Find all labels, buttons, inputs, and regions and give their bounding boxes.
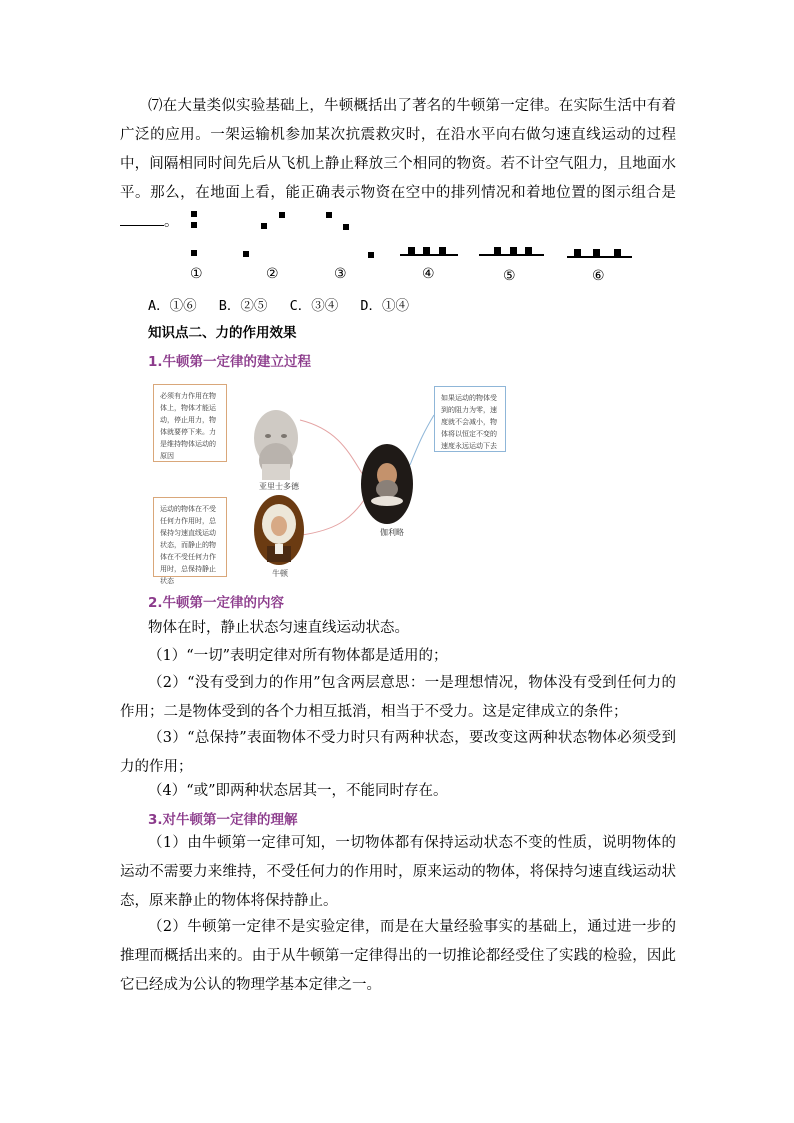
galileo-portrait-image xyxy=(360,443,414,525)
option-c[interactable]: C．③④ xyxy=(289,298,339,314)
question-text: ⑺在大量类似实验基础上，牛顿概括出了著名的牛顿第一定律。在实际生活中有着广泛的应用。一架运输机参加某次抗震救灾时，在沿水平向右做匀速直线运动的过程中，间隔相同时间先后从飞机上静止释放三个相同的物资。若不计空气阻力，且地面水平。那么，在地面上看，能正确表示物资在空中的排列情况和着地位置的图示组合是。 xyxy=(120,98,676,230)
aristotle-speech-bubble: 必须有力作用在物体上，物体才能运动，停止用力，物体就要停下来。力是维持物体运动的原因 xyxy=(153,384,227,462)
diagram-label-5: ⑤ xyxy=(503,268,516,284)
newton-name: 牛顿 xyxy=(272,569,288,578)
sub2-point-1: （1）“一切”表明定律对所有物体都是适用的； xyxy=(148,648,448,664)
galileo-speech-bubble: 如果运动的物体受到的阻力为零，速度就不会减小，物体将以恒定不变的速度永远运动下去 xyxy=(434,386,506,452)
newton-portrait-image xyxy=(253,494,305,566)
aristotle-bust-image xyxy=(244,402,308,480)
option-b[interactable]: B．②⑤ xyxy=(218,298,268,314)
sub2-point-3: （3）“总保持”表面物体不受力时只有两种状态，要改变这两种状态物体必须受到力的作用； xyxy=(120,730,676,775)
option-d[interactable]: D．①④ xyxy=(360,298,409,314)
diagram-label-1: ① xyxy=(190,266,203,282)
sub2-intro: 物体在时，静止状态匀速直线运动状态。 xyxy=(148,620,409,636)
galileo-name: 伽利略 xyxy=(380,528,404,537)
sub3-title: 3.对牛顿第一定律的理解 xyxy=(148,812,298,828)
sub1-title: 1.牛顿第一定律的建立过程 xyxy=(148,354,312,370)
diagram-label-3: ③ xyxy=(334,266,347,282)
newton-speech-bubble: 运动的物体在不受任何力作用时，总保持匀速直线运动状态，而静止的物体在不受任何力作用时，总保持静止状态 xyxy=(153,497,227,577)
sub2-title: 2.牛顿第一定律的内容 xyxy=(148,595,285,611)
sub3-point-2: （2）牛顿第一定律不是实验定律，而是在大量经验事实的基础上，通过进一步的推理而概括出来的。由于从牛顿第一定律得出的一切推论都经受住了实践的检验，因此它已经成为公认的物理学基本定律之一。 xyxy=(120,919,676,993)
diagram-label-2: ② xyxy=(266,266,279,282)
sub2-point-4: （4）“或”即两种状态居其一，不能同时存在。 xyxy=(148,783,448,799)
option-a[interactable]: A．①⑥ xyxy=(148,298,197,314)
diagram-label-4: ④ xyxy=(422,266,435,282)
diagram-label-6: ⑥ xyxy=(592,268,605,284)
sub3-point-1: （1）由牛顿第一定律可知，一切物体都有保持运动状态不变的性质，说明物体的运动不需要力来维持，不受任何力的作用时，原来运动的物体，将保持匀速直线运动状态，原来静止的物体将保持静止。 xyxy=(120,835,676,909)
sub2-point-2: （2）“没有受到力的作用”包含两层意思：一是理想情况，物体没有受到任何力的作用；二是物体受到的各个力相互抵消，相当于不受力。这是定律成立的条件； xyxy=(120,675,676,720)
section-title: 知识点二、力的作用效果 xyxy=(148,325,297,341)
aristotle-name: 亚里士多德 xyxy=(259,482,299,491)
